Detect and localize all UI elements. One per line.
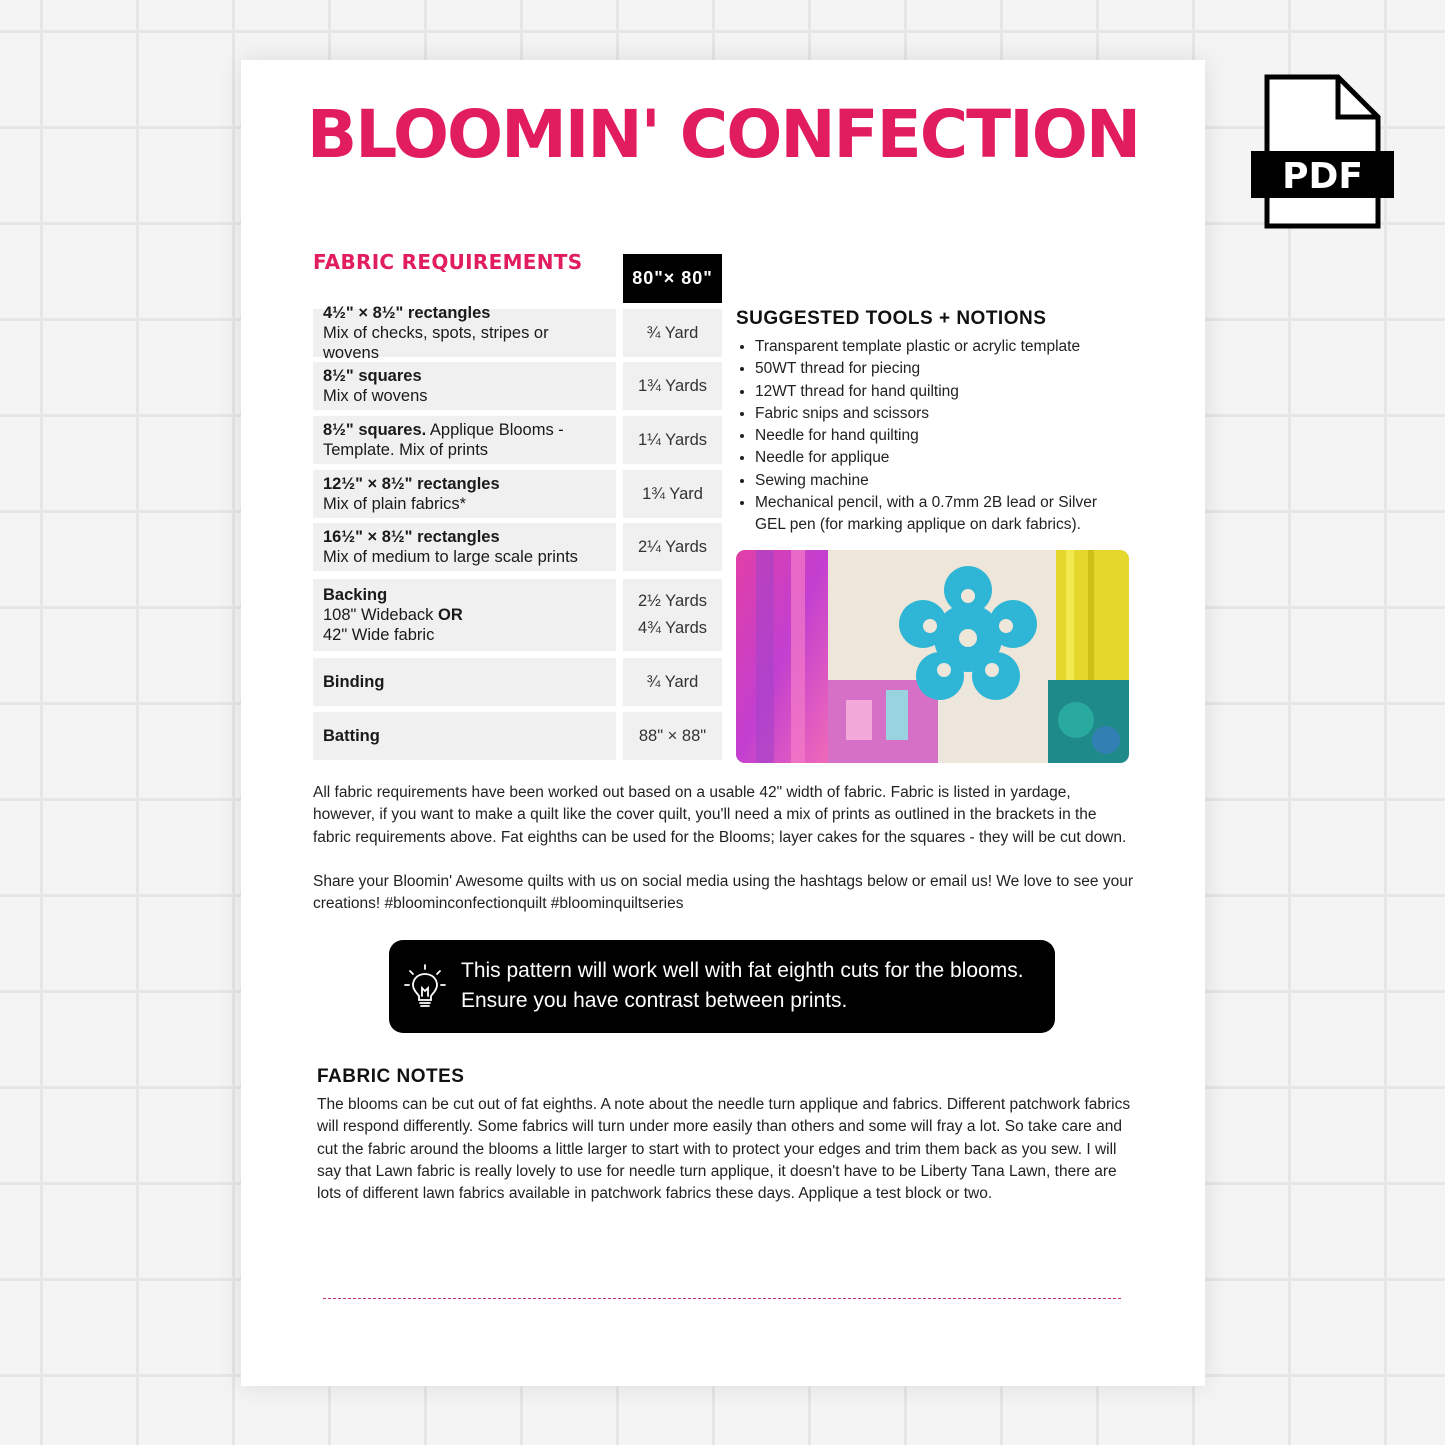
requirement-fabric-mix: Mix of wovens xyxy=(323,387,428,405)
backing-amounts xyxy=(623,579,722,651)
pdf-icon-label: PDF xyxy=(1282,156,1363,197)
tool-item: • Fabric snips and scissors xyxy=(755,403,1125,425)
batting-label: Batting xyxy=(323,727,380,745)
binding-label: Binding xyxy=(323,673,385,691)
quilt-photo xyxy=(736,550,1129,763)
backing-or: OR xyxy=(438,606,463,624)
requirement-cut: 16½" × 8½" rectangles xyxy=(323,528,500,546)
tool-item: • Mechanical pencil, with a 0.7mm 2B lead or Silver GEL pen (for marking applique on dark fabrics). xyxy=(755,492,1125,537)
requirement-fabric-mix: Mix of plain fabrics* xyxy=(323,495,467,513)
requirement-fabric-mix: Mix of medium to large scale prints xyxy=(323,548,578,566)
binding-amount: ¾ Yard xyxy=(623,658,722,706)
requirement-cut: 8½" squares xyxy=(323,367,422,385)
requirement-amount: 1¾ Yards xyxy=(623,362,722,410)
tip-line-1: This pattern will work well with fat eighth cuts for the blooms. xyxy=(461,959,1024,982)
fabric-notes-body: The blooms can be cut out of fat eighths. A note about the needle turn applique and fabrics. Different patchwork fabrics will respond differently. Some fabrics will turn under more easily than others and some will fray a lot. So take care and cut the fabric around the blooms a little larger to start with to protect your edges and trim them back as you sew. I will say that Lawn fabric is really lovely to use for needle turn applique, it doesn't have to be Liberty Tana Lawn, there are lots of different lawn fabrics available in patchwork fabrics these days. Applique a test block or two. xyxy=(317,1096,1131,1203)
backing-wideback: 108" Wideback xyxy=(323,606,434,624)
quilt-size-badge: 80"× 80" xyxy=(623,254,722,303)
requirement-amount: 2¼ Yards xyxy=(623,523,722,571)
requirement-fabric-mix: Mix of checks, spots, stripes or wovens xyxy=(323,324,549,362)
requirements-note: All fabric requirements have been worked out based on a usable 42" width of fabric. Fabric is listed in yardage, however, if you want to make a quilt like the cover quilt, you'll need a mix of prints as outlined in the brackets in the fabric requirements above. Fat eighths can be used for the Blooms; layer cakes for the squares - they will be cut down. xyxy=(313,784,1127,846)
requirement-fabric-mix: Template. Mix of prints xyxy=(323,441,489,459)
pattern-page xyxy=(241,60,1205,1386)
tool-item: • Transparent template plastic or acrylic template xyxy=(755,336,1125,358)
requirement-cut-note: Applique Blooms - xyxy=(426,421,564,439)
requirement-description xyxy=(313,523,616,571)
backing-description xyxy=(313,579,616,651)
batting-description xyxy=(313,712,616,760)
lightbulb-icon xyxy=(404,962,446,1012)
binding-description xyxy=(313,658,616,706)
tool-item: • Needle for hand quilting xyxy=(755,425,1125,447)
batting-amount: 88" × 88" xyxy=(623,712,722,760)
backing-amount-wideback: 2½ Yards xyxy=(637,592,708,610)
backing-title: Backing xyxy=(323,586,388,604)
footer-divider xyxy=(323,1298,1121,1299)
page-title: BLOOMIN' CONFECTION xyxy=(306,96,1140,173)
tip-line-2: Ensure you have contrast between prints. xyxy=(461,988,848,1012)
pdf-file-icon xyxy=(1250,74,1396,230)
requirement-description xyxy=(313,304,616,362)
backing-wide-fabric: 42" Wide fabric xyxy=(323,626,435,644)
tool-item: • 12WT thread for hand quilting xyxy=(755,381,1125,403)
tip-box xyxy=(389,940,1055,1033)
requirement-amount: 1¼ Yards xyxy=(623,416,722,464)
requirement-cut: 8½" squares. xyxy=(323,421,427,439)
fabric-requirements-heading: FABRIC REQUIREMENTS xyxy=(313,250,583,274)
fabric-notes-heading: FABRIC NOTES xyxy=(317,1066,465,1087)
requirement-amount: 1¾ Yard xyxy=(623,470,722,518)
requirement-cut: 12½" × 8½" rectangles xyxy=(323,475,500,493)
tool-item: • Sewing machine xyxy=(755,470,1125,492)
tip-text xyxy=(461,956,1024,1015)
requirement-cut: 4½" × 8½" rectangles xyxy=(323,304,491,322)
tools-heading: SUGGESTED TOOLS + NOTIONS xyxy=(736,308,1047,329)
requirement-amount: ¾ Yard xyxy=(623,309,722,357)
share-note: Share your Bloomin' Awesome quilts with us on social media using the hashtags below or email us! We love to see your creations! #bloominconfectionquilt #bloominquiltseries xyxy=(313,873,1134,913)
tool-item: • 50WT thread for piecing xyxy=(755,358,1125,380)
quilt-photo-art xyxy=(736,550,1129,763)
tool-item: • Needle for applique xyxy=(755,447,1125,469)
backing-amount-wide-fabric: 4¾ Yards xyxy=(637,619,708,637)
requirement-description xyxy=(313,416,616,464)
tools-list xyxy=(736,336,1125,537)
requirement-description xyxy=(313,362,616,410)
requirement-description xyxy=(313,470,616,518)
